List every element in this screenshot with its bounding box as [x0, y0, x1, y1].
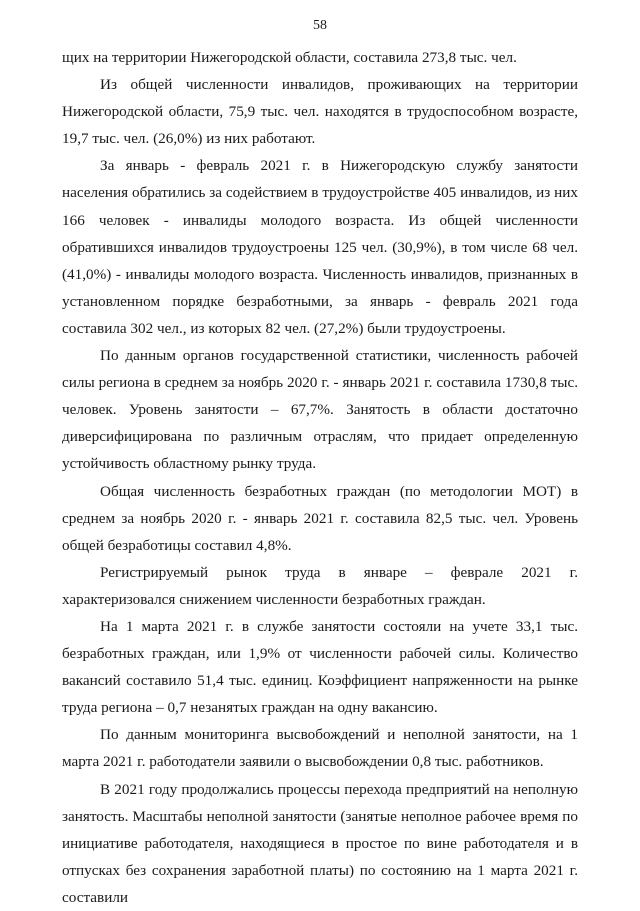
- paragraph-registered-market: Регистрируемый рынок труда в январе – феврале 2021 г. характеризовался снижением численности безработных граждан.: [62, 563, 578, 608]
- page-number: 58: [313, 18, 327, 33]
- paragraph-employment-service: За январь - февраль 2021 г. в Нижегородскую службу занятости населения обратились за содействием в трудоустройстве 405 инвалидов, из них 166 человек - инвалиды молодого возраста. Из общей численности обратившихся инвалидов трудоустроены 125 чел. (30,9%), в том числе 68 чел. (41,0%) - инвалиды молодого возраста. Численность инвалидов, признанных в установленном порядке безработными, за январь - февраль 2021 года составила 302 чел., из которых 82 чел. (27,2%) были трудоустроены.: [62, 157, 578, 337]
- paragraph-continuation: щих на территории Нижегородской области, составила 273,8 тыс. чел.: [62, 49, 517, 66]
- paragraph-unemployment-ilo: Общая численность безработных граждан (по методологии МОТ) в среднем за ноябрь 2020 г. - январь 2021 г. составила 82,5 тыс. чел. Уровень общей безработицы составил 4,8%.: [62, 482, 578, 554]
- paragraph-disabled-working-age: Из общей численности инвалидов, проживающих на территории Нижегородской области, 75,9 тыс. чел. находятся в трудоспособном возрасте, 19,7 тыс. чел. (26,0%) из них работают.: [62, 76, 578, 148]
- paragraph-labor-force: По данным органов государственной статистики, численность рабочей силы региона в среднем за ноябрь 2020 г. - январь 2021 г. составила 1730,8 тыс. человек. Уровень занятости – 67,7%. Занятость в области достаточно диверсифицирована по различным отраслям, что придает определенную устойчивость областному рынку труда.: [62, 347, 578, 473]
- paragraph-registered-unemployed: На 1 марта 2021 г. в службе занятости состояли на учете 33,1 тыс. безработных граждан, или 1,9% от численности рабочей силы. Количество вакансий составило 51,4 тыс. единиц. Коэффициент напряженности на рынке труда региона – 0,7 незанятых граждан на одну вакансию.: [62, 617, 578, 717]
- document-body: [62, 44, 578, 911]
- paragraph-layoff-monitoring: По данным мониторинга высвобождений и неполной занятости, на 1 марта 2021 г. работодатели заявили о высвобождении 0,8 тыс. работников.: [62, 726, 578, 771]
- paragraph-part-time-employment: В 2021 году продолжались процессы перехода предприятий на неполную занятость. Масштабы неполной занятости (занятые неполное рабочее время по инициативе работодателя, находящиеся в простое по вине работодателя и в отпусках без сохранения заработной платы) по состоянию на 1 марта 2021 г. составили: [62, 780, 578, 906]
